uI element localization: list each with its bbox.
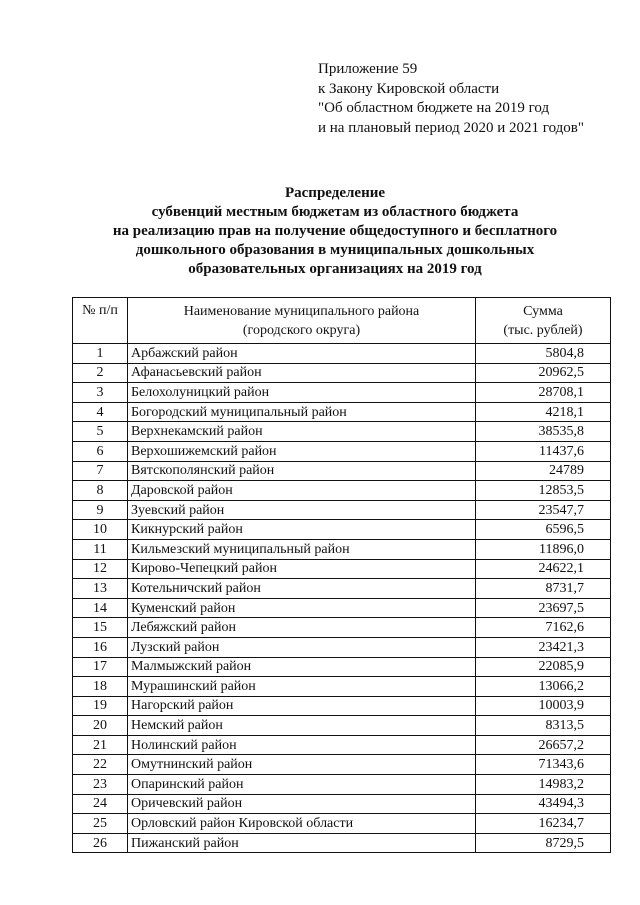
row-district-name: Зуевский район: [128, 500, 476, 520]
row-amount: 8729,5: [476, 833, 611, 853]
row-number: 2: [73, 363, 128, 383]
header-sum-line2: (тыс. рублей): [503, 322, 583, 338]
row-district-name: Лузский район: [128, 637, 476, 657]
table-header-row: [73, 298, 611, 344]
row-number: 21: [73, 735, 128, 755]
row-district-name: Кильмезский муниципальный район: [128, 539, 476, 559]
table-row: [73, 637, 611, 657]
row-amount: 12853,5: [476, 481, 611, 501]
row-district-name: Богородский муниципальный район: [128, 402, 476, 422]
row-amount: 7162,6: [476, 618, 611, 638]
row-amount: 20962,5: [476, 363, 611, 383]
table-row: [73, 363, 611, 383]
row-district-name: Кирово-Чепецкий район: [128, 559, 476, 579]
row-district-name: Малмыжский район: [128, 657, 476, 677]
table-row: [73, 481, 611, 501]
row-amount: 4218,1: [476, 402, 611, 422]
heading-line: образовательных организациях на 2019 год: [188, 261, 482, 277]
row-number: 17: [73, 657, 128, 677]
row-amount: 24789: [476, 461, 611, 481]
row-amount: 71343,6: [476, 755, 611, 775]
row-amount: 11896,0: [476, 539, 611, 559]
row-number: 25: [73, 814, 128, 834]
table-row: [73, 441, 611, 461]
row-amount: 8731,7: [476, 579, 611, 599]
row-number: 1: [73, 344, 128, 364]
row-district-name: Кикнурский район: [128, 520, 476, 540]
row-number: 10: [73, 520, 128, 540]
table-row: [73, 755, 611, 775]
row-number: 7: [73, 461, 128, 481]
row-amount: 13066,2: [476, 677, 611, 697]
row-district-name: Оричевский район: [128, 794, 476, 814]
row-amount: 28708,1: [476, 383, 611, 403]
row-number: 12: [73, 559, 128, 579]
row-number: 16: [73, 637, 128, 657]
row-amount: 8313,5: [476, 716, 611, 736]
appendix-reference: [318, 60, 584, 138]
row-amount: 38535,8: [476, 422, 611, 442]
row-number: 19: [73, 696, 128, 716]
header-num-text: № п/п: [82, 303, 118, 318]
row-number: 4: [73, 402, 128, 422]
row-number: 18: [73, 677, 128, 697]
table-row: [73, 833, 611, 853]
row-number: 13: [73, 579, 128, 599]
row-number: 23: [73, 775, 128, 795]
row-district-name: Афанасьевский район: [128, 363, 476, 383]
row-district-name: Верхнекамский район: [128, 422, 476, 442]
row-number: 20: [73, 716, 128, 736]
row-amount: 6596,5: [476, 520, 611, 540]
row-number: 6: [73, 441, 128, 461]
table-row: [73, 598, 611, 618]
row-district-name: Немский район: [128, 716, 476, 736]
row-district-name: Нагорский район: [128, 696, 476, 716]
row-district-name: Пижанский район: [128, 833, 476, 853]
table-row: [73, 461, 611, 481]
table-row: [73, 696, 611, 716]
table-row: [73, 402, 611, 422]
header-name-line2: (городского округа): [242, 322, 361, 338]
row-district-name: Орловский район Кировской области: [128, 814, 476, 834]
header-name: [128, 298, 476, 344]
table-body: [73, 344, 611, 853]
row-number: 24: [73, 794, 128, 814]
heading-line: субвенций местным бюджетам из областного бюджета: [151, 204, 519, 220]
header-num: [73, 298, 128, 344]
row-amount: 16234,7: [476, 814, 611, 834]
row-number: 26: [73, 833, 128, 853]
row-number: 11: [73, 539, 128, 559]
table-row: [73, 716, 611, 736]
row-number: 15: [73, 618, 128, 638]
heading-line: дошкольного образования в муниципальных дошкольных: [135, 242, 535, 258]
row-amount: 43494,3: [476, 794, 611, 814]
table-row: [73, 677, 611, 697]
table-row: [73, 383, 611, 403]
row-amount: 10003,9: [476, 696, 611, 716]
document-heading: [60, 184, 610, 279]
header-name-line1: Наименование муниципального района: [183, 303, 420, 319]
row-district-name: Куменский район: [128, 598, 476, 618]
appendix-line: Приложение 59: [318, 61, 418, 77]
table-row: [73, 520, 611, 540]
row-number: 8: [73, 481, 128, 501]
row-district-name: Даровской район: [128, 481, 476, 501]
table-row: [73, 422, 611, 442]
row-amount: 23421,3: [476, 637, 611, 657]
table-row: [73, 344, 611, 364]
row-district-name: Омутнинский район: [128, 755, 476, 775]
row-number: 5: [73, 422, 128, 442]
row-district-name: Белохолуницкий район: [128, 383, 476, 403]
row-amount: 22085,9: [476, 657, 611, 677]
row-number: 9: [73, 500, 128, 520]
row-district-name: Вятскополянский район: [128, 461, 476, 481]
subvention-table: [72, 297, 611, 853]
header-sum-line1: Сумма: [523, 303, 563, 319]
row-district-name: Нолинский район: [128, 735, 476, 755]
appendix-line: "Об областном бюджете на 2019 год: [318, 100, 550, 116]
table-row: [73, 657, 611, 677]
row-district-name: Арбажский район: [128, 344, 476, 364]
heading-line: Распределение: [284, 185, 386, 201]
table-row: [73, 579, 611, 599]
row-number: 22: [73, 755, 128, 775]
table-row: [73, 559, 611, 579]
row-amount: 24622,1: [476, 559, 611, 579]
row-number: 14: [73, 598, 128, 618]
row-amount: 11437,6: [476, 441, 611, 461]
header-sum: [476, 298, 611, 344]
row-amount: 26657,2: [476, 735, 611, 755]
appendix-line: к Закону Кировской области: [318, 80, 500, 97]
table-row: [73, 500, 611, 520]
table-row: [73, 735, 611, 755]
appendix-line: и на плановый период 2020 и 2021 годов": [318, 119, 584, 136]
row-district-name: Лебяжский район: [128, 618, 476, 638]
row-district-name: Верхошижемский район: [128, 441, 476, 461]
table-row: [73, 794, 611, 814]
table-row: [73, 539, 611, 559]
row-amount: 23697,5: [476, 598, 611, 618]
row-number: 3: [73, 383, 128, 403]
row-district-name: Котельничский район: [128, 579, 476, 599]
row-district-name: Опаринский район: [128, 775, 476, 795]
row-amount: 14983,2: [476, 775, 611, 795]
table-row: [73, 814, 611, 834]
row-amount: 5804,8: [476, 344, 611, 364]
table-row: [73, 618, 611, 638]
row-district-name: Мурашинский район: [128, 677, 476, 697]
heading-line: на реализацию прав на получение общедоступного и бесплатного: [112, 223, 558, 239]
table-row: [73, 775, 611, 795]
row-amount: 23547,7: [476, 500, 611, 520]
